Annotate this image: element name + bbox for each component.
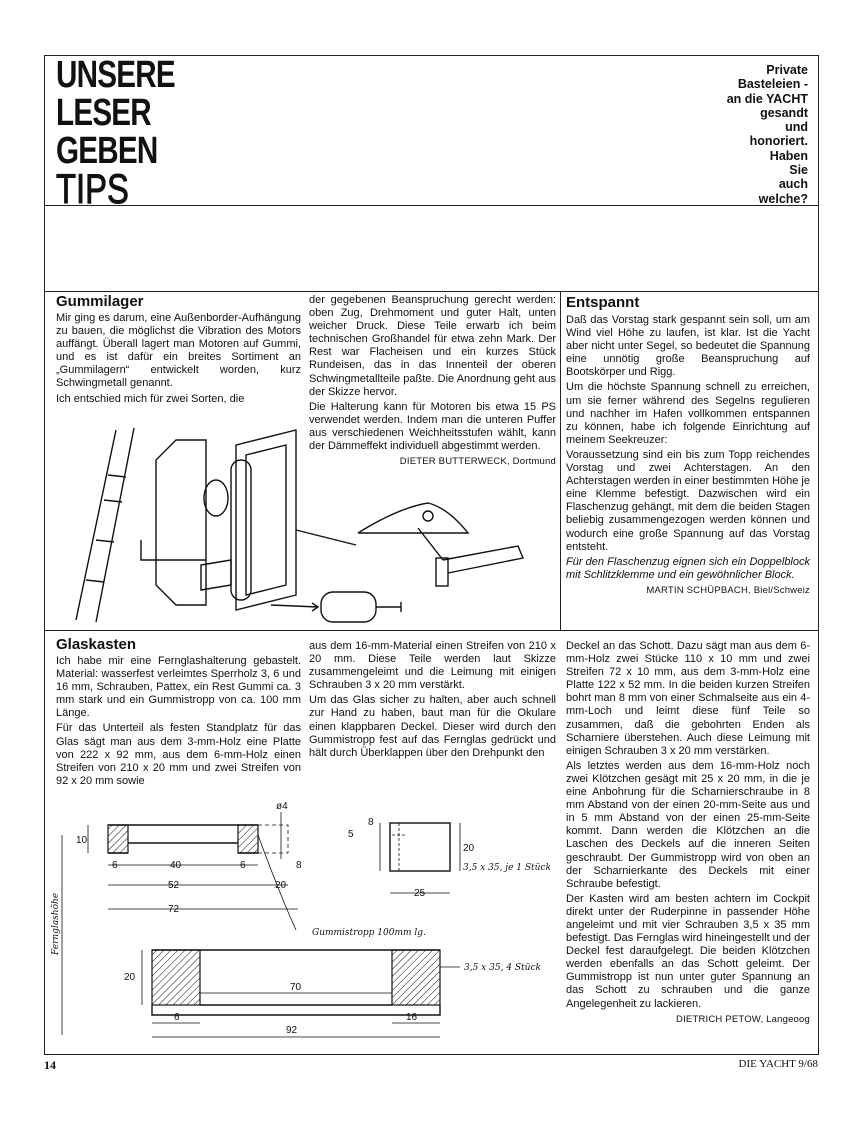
- teaser-line: honoriert.: [749, 134, 808, 149]
- paragraph: Der Kasten wird am besten achtern im Cockpit direkt unter der Ruderpinne in passender Höhe angeleimt und mit vier Schrauben 3,5 x 35 mm befestigt. Das Fernglas wird hineingestellt und der Deckel fest daraufgelegt. Die beiden Klötzchen werden ebenfalls an das Schott geleimt. Der Gummistropp ist nun unter guter Spannung an das Schott zu schrauben und die ganze Angelegenheit zu lackieren.: [566, 892, 810, 1010]
- author: DIETRICH PETOW, Langeoog: [676, 1013, 810, 1025]
- entspannt-divider: [560, 291, 561, 631]
- screw-label-2: 3,5 x 35, 4 Stück: [464, 963, 541, 973]
- dim-70: 70: [290, 982, 302, 993]
- dim-20: 20: [275, 880, 287, 891]
- glaskasten-col3: [566, 640, 810, 1026]
- masthead: [56, 54, 175, 212]
- gummilager-title: Gummilager: [56, 293, 144, 310]
- teaser-line: an die YACHT: [726, 91, 808, 106]
- dim-10: 10: [76, 835, 88, 846]
- dim-hole: ø4: [276, 801, 288, 812]
- dim-8: 8: [296, 860, 302, 871]
- teaser-line: Haben: [769, 148, 808, 163]
- tensioner-sketch: [348, 488, 528, 598]
- screw-label-1: 3,5 x 35, je 1 Stück: [463, 863, 551, 873]
- section-top-rule: [44, 291, 819, 292]
- dim-20-block: 20: [463, 843, 475, 854]
- teaser-line: welche?: [758, 191, 808, 206]
- teaser-line: gesandt: [760, 105, 808, 120]
- paragraph: aus dem 16-mm-Material einen Streifen von 210 x 20 mm. Diese Teile werden laut Skizze zusammengeleimt und die Leimung mit einigen Schrauben 3 x 20 mm verstärkt.: [309, 640, 556, 692]
- frame-left-rule: [44, 55, 45, 1055]
- gummilager-col1: [56, 312, 301, 408]
- side-label: Fernglashöhe: [51, 892, 61, 955]
- entspannt-title: Entspannt: [566, 294, 640, 311]
- dim-16-base: 16: [406, 1012, 418, 1023]
- paragraph: Mir ging es darum, eine Außenborder-Aufhängung zu bauen, die möglichst die Vibration des Motors auffängt. Überall lagert man Motoren auf Gummi, und es ist dafür ein breites Sortiment an „Gummilagern“ entwickelt worden, kurz Schwingmetall genannt.: [56, 312, 301, 390]
- teaser-line: Private: [766, 63, 808, 77]
- glaskasten-col2: [309, 640, 556, 762]
- dim-92: 92: [286, 1025, 298, 1036]
- paragraph: der gegebenen Beanspruchung gerecht werden: oben Zug, Drehmoment und guter Halt, unten weicher Druck. Diese Teile erwarb ich beim technischen Großhandel für etwa zehn Mark. Der Rest war Flacheisen und ein kurzes Stück Rundeisen, das in das Innenteil der oberen Schwingmetallteile paßte. Die Anordnung geht aus der Skizze hervor.: [309, 294, 556, 398]
- dim-5-block: 5: [348, 829, 354, 840]
- entspannt-body: [566, 314, 810, 597]
- frame-bottom-rule: [44, 1054, 819, 1055]
- paragraph: Ich habe mir eine Fernglashalterung gebastelt. Material: wasserfest verleimtes Sperrholz 3, 6 und 16 mm, Schrauben, Pattex, ein Rest Gummi ca. 3 mm stark und ein Gummistropp von ca. 100 mm Länge.: [56, 655, 301, 720]
- paragraph: Um das Glas sicher zu halten, aber auch schnell zur Hand zu haben, baut man für die Okulare einen klappbaren Deckel. Dieser wird durch den Gummistropp fest auf das Fernglas gedrückt und hält durch Überklappen über den Drehpunkt den: [309, 694, 556, 759]
- paragraph: Ich entschied mich für zwei Sorten, die: [56, 392, 245, 405]
- dim-6-base: 6: [174, 1012, 180, 1023]
- author: DIETER BUTTERWECK, Dortmund: [399, 456, 556, 468]
- teaser-line: und: [785, 120, 808, 135]
- dim-6-left: 6: [112, 860, 118, 871]
- paragraph: Für das Unterteil als festen Standplatz für das Glas sägt man aus dem 3-mm-Holz eine Platte von 222 x 92 mm, aus dem 6-mm-Holz einen Streifen von 210 x 20 mm und zwei Streifen von 92 x 20 mm sowie: [56, 722, 301, 787]
- section-mid-rule: [44, 630, 819, 631]
- dim-72: 72: [168, 904, 180, 915]
- teaser-line: Sie: [789, 163, 808, 178]
- teaser-line: auch: [778, 177, 808, 192]
- glaskasten-title: Glaskasten: [56, 636, 137, 653]
- dim-52: 52: [168, 880, 180, 891]
- paragraph: Für den Flaschenzug eignen sich ein Doppelblock mit Schlitzklemme und ein gewöhnlicher Block.: [566, 555, 810, 581]
- page-number: 14: [44, 1058, 56, 1072]
- paragraph: Deckel an das Schott. Dazu sägt man aus dem 6-mm-Holz zwei Stücke 110 x 10 mm und zwei Streifen 72 x 10 mm, aus dem 3-mm-Holz eine Platte 122 x 52 mm. In die beiden kurzen Streifen bohrt man 8 mm von einer Schmalseite aus ein 4-mm-Loch und leimt diese fünf Teile so zusammen, daß die gebohrten Enden als Scharniere überstehen. Auch diese Leimung mit einigen Schrauben 3 x 20 mm verstärken.: [566, 640, 810, 757]
- binocular-box-drawing: [50, 795, 560, 1050]
- glaskasten-col1: [56, 655, 301, 790]
- dim-20-base: 20: [124, 972, 136, 983]
- paragraph: Voraussetzung sind ein bis zum Topp reichendes Vorstag und zwei Achterstagen. An den Achterstagen werden in einer bestimmten Höhe je eine Klemme befestigt. Dazwischen wird ein Flaschenzug gehängt, mit dem die beiden Stagen beliebig zusammengezogen werden können und wodurch eine große Spannung auf das Vorstag entsteht.: [566, 448, 810, 553]
- base-wall-left: [152, 950, 200, 1005]
- strap-label: Gummistropp 100mm lg.: [312, 928, 426, 938]
- masthead-line-2: LESER: [56, 92, 151, 134]
- paragraph: Die Halterung kann für Motoren bis etwa 15 PS verwendet werden. Indem man die unteren Puffer aus verschiedenen Weichheitsstufen wählt, kann der Dämmeffekt individuell abgestimmt werden.: [309, 400, 556, 453]
- masthead-line-3: GEBEN: [56, 130, 158, 172]
- paragraph: Als letztes werden aus dem 16-mm-Holz noch zwei Klötzchen gesägt mit 25 x 20 mm, in die je eine Anbohrung für die Scharnierschraube in 8 mm Abstand von der einen 20-mm-Seite aus und in 5 mm Abstand von der einen 25-mm-Seite kommt. Dann werden die Klötzchen an die Laschen des Deckels auf die inneren Seiten geschraubt. Der Gummistropp wird von oben an der Scharnierkante des Deckels mit einer Schraube befestigt.: [566, 759, 810, 890]
- profile-wall-left: [108, 825, 128, 853]
- masthead-line-1: UNSERE: [56, 54, 175, 96]
- dim-8-block: 8: [368, 817, 374, 828]
- masthead-line-4: TIPS: [56, 165, 129, 212]
- base-wall-right: [392, 950, 440, 1005]
- paragraph: Um die höchste Spannung schnell zu erreichen, um sie ferner während des Segelns regulieren und nachher im Hafen vollkommen entspannen zu können, habe ich folgende Einrichtung auf meinem Seekreuzer:: [566, 381, 810, 446]
- author: MARTIN SCHÜPBACH, Biel/Schweiz: [646, 584, 810, 596]
- dim-40: 40: [170, 860, 182, 871]
- profile-wall-right: [238, 825, 258, 853]
- teaser: [688, 63, 808, 206]
- teaser-line: Basteleien -: [737, 77, 808, 92]
- dim-6-right: 6: [240, 860, 246, 871]
- dim-25-block: 25: [414, 888, 426, 899]
- paragraph: Daß das Vorstag stark gespannt sein soll, um am Wind viel Höhe zu laufen, ist klar. Ist die Yacht aber nicht unter Segel, so bedeutet die Spannung eine unnötig große Beanspruchung auf Bootskörper und Rigg.: [566, 314, 810, 379]
- journal-issue: DIE YACHT 9/68: [738, 1058, 818, 1070]
- frame-right-rule: [818, 55, 819, 1055]
